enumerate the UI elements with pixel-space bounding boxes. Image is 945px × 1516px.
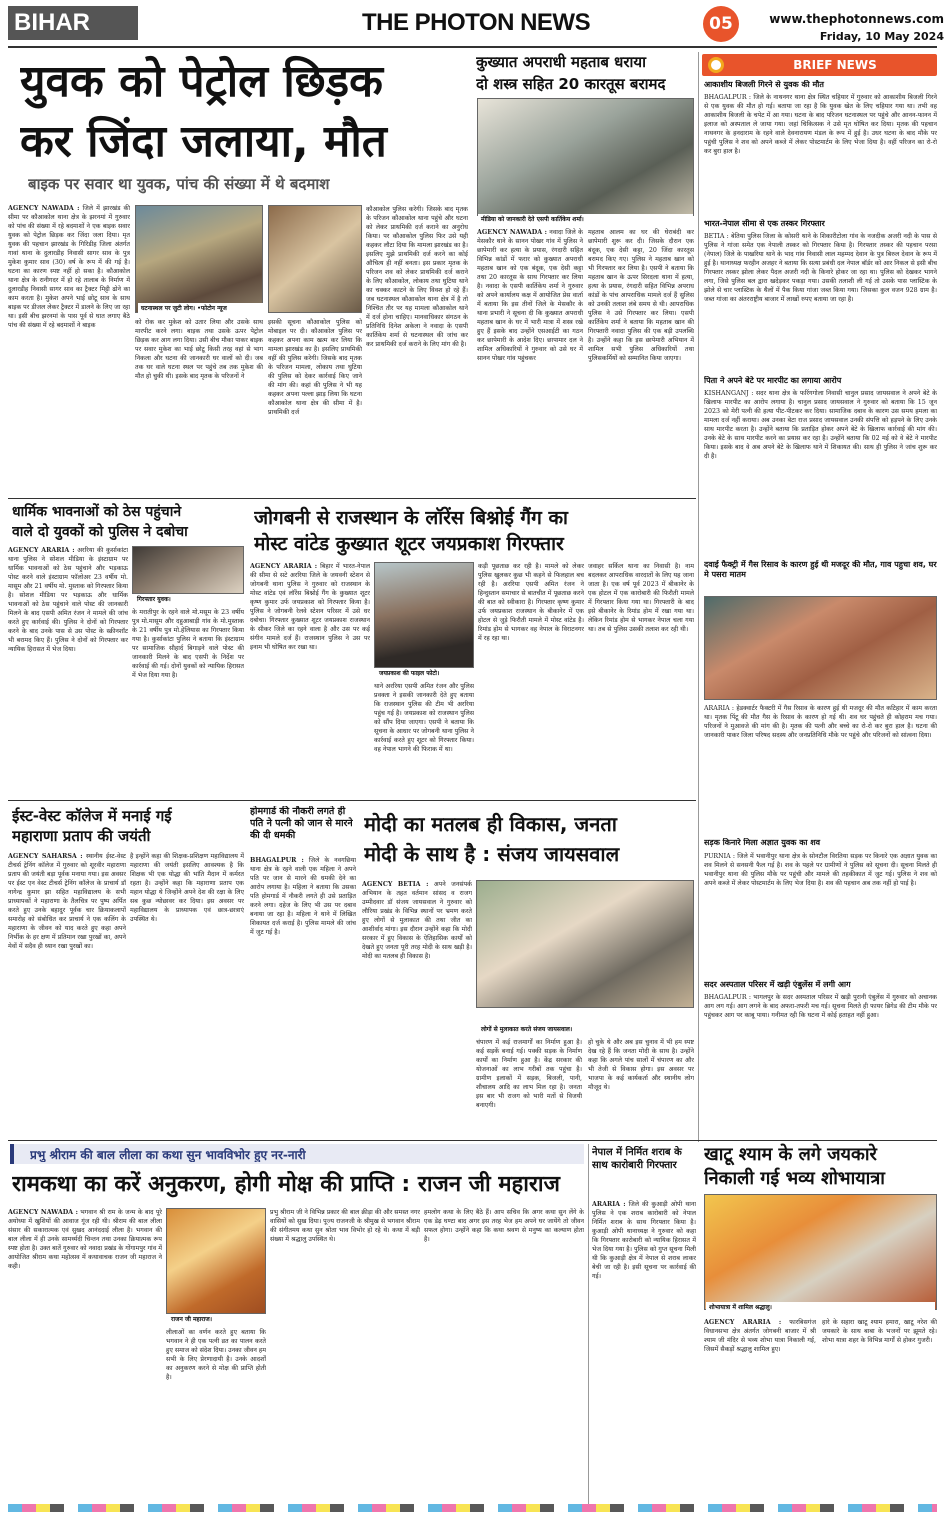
jogbani-photo: [374, 562, 474, 668]
divider-3: [8, 1140, 937, 1141]
nepal-body: जिले की कुआड़ी ओपी थाना पुलिस ने एक शराब कारोबारी को नेपाल निर्मित शराब के साथ गिरफ्तार किया है। कुआड़ी ओपी थानाध्यक्ष ने गुरुवार को कहा कि गिरफ्तार कारोबारी को न्यायिक हिरासत में भेज दिया गया है। पुलिस को गुप्त सूचना मिली थी कि कुआड़ी क्षेत्र में नेपाल से शराब लाकर बेची जा रही है। इसी सूचना पर कार्रवाई की गई।: [592, 1201, 696, 1280]
religious-col-2: के मरातीपुर के रहने वाले मो.मसूम के 23 वर्षीय पुत्र मो.मासूम और दहुआबाड़ी गांव के मो.मुस्ताक के 21 वर्षीय पुत्र मो.हेलियास का गिरफ्तार किया गया है। कुर्साकांटा पुलिस ने बताया कि इंस्टाग्राम पर सामाजिक सौहार्द बिगाड़ने वाले पोस्ट की जानकारी मिलने के बाद एसपी के निर्देश पर कार्रवाई की गई। दोनों युवकों को न्यायिक हिरासत में भेज दिया गया है।: [132, 609, 244, 679]
mahtab-col-2: महताब आलम का घर की घेराबंदी कर छापेमारी शुरू कर दी। जिसके दौरान एक बंदूक, एक देसी कट्टा, 20 जिंदा कारतूस बरामद किए गए। पुलिस ने महताब खान को भी गिरफ्तार कर लिया है। एसपी ने बताया कि महताब खान के ऊपर सिरदला थाना में हत्या, हत्या के प्रयास, रंगदारी सहित विभिन्न अपराध कांडों के पांच आपराधिक मामले दर्ज हैं सुलिस को उनकी तलाश लंबे समय से थी। आपराधिक पुलिस ने उसे गिरफ्तार कर लिया। एसपी कार्तिकेय शर्मा ने बताया कि महताब खान की गिरफ्तारी नवादा पुलिस की एक बड़ी उपलब्धि है। उन्होंने कहा कि इस छापेमारी अभियान में शामिल सभी पुलिस अधिकारियों तथा पुलिसकर्मियों को सम्मानित किया जाएगा।: [588, 229, 694, 362]
lead-photo-2: [268, 205, 362, 313]
brief-4-title: दवाई फैक्ट्री में गैस रिसाव के कारण हुई थी मजदूर की मौत, गाव पहुचा शव, घर मे पसरा मातम: [704, 560, 937, 579]
maharana-col-2: है इन्होंने कहा की शिक्षक-प्रशिक्षण महाविद्यालय में महाराणा की जयंती इसलिए आवश्यक है कि शिक्षक भी एक योद्धा की भांति मैदान में कर्मरत रहता है। उन्होंने कहा कि महाराणा प्रताप एक महान योद्धा थे जिन्होंने अपने देश की रक्षा के लिए सब कुछ न्योछावर कर दिया। इस अवसर पर महाविद्यालय के प्राध्यापक एवं छात्र-छात्राएं उपस्थित थे।: [130, 853, 244, 923]
religious-photo: [132, 546, 244, 594]
nepal-divider: [588, 1144, 589, 1504]
brief-6-title: सदर अस्पताल परिसर में खड़ी एंबुलेंस में लगी आग: [704, 980, 851, 989]
ramkatha-kicker: प्रभु श्रीराम की बाल लीला का कथा सुन भावविभोर हुए नर-नारी: [30, 1148, 306, 1162]
lead-headline-2: कर जिंदा जलाया, मौत: [20, 116, 387, 167]
jogbani-headline-1: जोगबनी से राजस्थान के लॉरेंस बिश्नोई गैंग का: [254, 507, 568, 529]
ramkatha-col-1: [8, 1208, 162, 1500]
homeguard-body: जिले के नवगछिया थाना क्षेत्र के रहने वाली एक महिला ने अपने पति पर जान से मारने की धमकी देने का आरोप लगाया है। महिला ने बताया कि उसका पति होमगार्ड में नौकरी लगते ही उसे प्रताड़ित करने लगा। दहेज के लिए भी उस पर दबाव बनाया जा रहा है। महिला ने थाने में लिखित शिकायत दर्ज कराई है। पुलिस मामले की जांच में जुट गई है।: [250, 857, 356, 936]
jogbani-body-1: बिहार में भारत-नेपाल की सीमा से सटे अररिया जिले के जयवनी स्टेशन से जोगबनी थाना पुलिस ने गुरुवार को राजस्थान के मोस्ट वांटेड एवं लॉरेंस बिश्नोई गैंग के कुख्यात शूटर कृष्ण कुमार उर्फ जयप्रकाश को गिरफ्तार किया है। पुलिस ने जोगबनी रेलवे स्टेशन परिसर में उसे धर दबोचा। गिरफ्तार कुख्यात शूटर जयप्रकाश राजस्थान के सीकर जिले का रहने वाला है और उस पर कई संगीन मामले दर्ज हैं। राजस्थान पुलिस ने उस पर इनाम भी घोषित कर रखा था।: [250, 563, 370, 651]
brief-4-body: ARARIA : हेडक्वार्टर फैक्टरी में गैस रिसाव के कारण हुई थी मजदूर की मौत कटिहार में काम करता था। मृतक पिंटू की मौत गैस के रिसाव के कारण हो गई थी। शव घर पहुंचते ही कोहराम मच गया। परिजनों ने मुआवजे की मांग की है। मृतक की पत्नी और बच्चे का रो-रो कर बुरा हाल है। घटना की जानकारी पाकर जिला परिषद सदस्य और जनप्रतिनिधि मौके पर पहुंचे और परिजनों को सांत्वना दिया।: [704, 705, 937, 739]
brief-4-photo: [704, 596, 937, 700]
religious-agency: AGENCY ARARIA :: [8, 547, 75, 554]
brief-5-body: PURNIA : जिले में भवानीपुर थाना क्षेत्र के सोनटौल विरतिया सड़क पर किनारे एक अज्ञात युवक का शव मिलने से सनसनी फैल गई है। शव के पहले पर ग्रामीणों ने पुलिस को सूचना दी। सूचना मिलते ही भवानीपुर थाना की पुलिस मौके पर पहुंची और मामले की तहकीकात में जुट गई। पुलिस ने शव को अपने कब्जे में लेकर पोस्टमार्टम के लिए भेज दिया है। शव की पहचान अब तक नहीं हो पाई है।: [704, 853, 937, 887]
nepal-col: [592, 1200, 696, 1500]
mahtab-photo: [477, 98, 694, 216]
divider-1: [8, 498, 696, 499]
mahtab-body-1: नवादा जिले के मेसकौर थाने के सानन पोखर गांव में पुलिस ने छापेमारी कर हत्या के प्रयास, रंगदारी सहित विभिन्न कांडों में फरार को कुख्यात अपराधी महताब खान को एक बंदूक, एक देसी कट्टा तथा 20 कारतूस के साथ गिरफ्तार कर लिया है। नवादा के एसपी कार्तिकेय शर्मा ने गुरुवार को अपने कार्यालय कक्ष में आयोजित प्रेस वार्ता में बताया कि इस तीनों जिले के मेसकौर के थाना प्रभारी ने सूचना दी कि कुख्यात अपराधी महताब खान के घर में भारी मात्रा में शस्त्र रखे हुए हैं इसके बाद उन्होंने एसआईटी का गठन कर छापेमारी के आदेश दिए। छापामार दल ने शामिल अधिकारियों ने गुरुवार को उसे घर में सानन पोखर गांव पहुंचकर: [477, 229, 583, 362]
maharana-agency: AGENCY SAHARSA :: [8, 853, 83, 860]
brief-2-title: भारत-नेपाल सीमा से एक तस्कर गिरफ्तार: [704, 219, 825, 228]
brief-6-body: BHAGALPUR : भागलपुर के सदर अस्पताल परिसर में खड़ी पुरानी एंबुलेंस में गुरुवार को अचानक आग लग गई। आग लगने के बाद अफरा-तफरी मच गई। सूचना मिलते ही फायर ब्रिगेड की टीम मौके पर पहुंचकर आग पर काबू पाया। गनीमत रही कि घटना में कोई हताहत नहीं हुआ।: [704, 994, 937, 1019]
ramkatha-col-3: प्रभु श्रीराम जी ने विभिन्न प्रकार की बाल क्रीड़ा की और समस्त नगर वासियों को सुख दिया। पूज्य राजनजी के श्रीमुख से भगवान श्रीराम की संगीतमय कथा सुन श्रोता भाव विभोर हो रहे थे। कथा में बड़ी संख्या में श्रद्धालु उपस्थित थे।: [270, 1209, 420, 1243]
brief-3-title: पिता ने अपने बेटे पर मारपीट का लगाया आरोप: [704, 376, 842, 385]
brief-logo-icon: [708, 57, 724, 73]
modi-photo: [476, 880, 694, 1008]
religious-photo-caption: गिरफ्तार युवक।: [134, 594, 242, 605]
issue-date: Friday, 10 May 2024: [819, 30, 944, 43]
modi-headline-2: मोदी के साथ है : संजय जायसवाल: [364, 842, 620, 866]
maharana-headline-1: ईस्ट-वेस्ट कॉलेज में मनाई गई: [12, 807, 172, 825]
religious-headline-1: धार्मिक भावनाओं को ठेस पहुंचाने: [12, 504, 182, 520]
mahtab-headline-1: कुख्यात अपराधी महताब धराया: [476, 53, 646, 71]
ramkatha-body-1: भगवान श्री राम के जन्म के बाद पूरे अयोध्या में खुशियों की आवाज गूंज रही थी। श्रीराम की बाल लीला संसार की सकारात्मक एवं सुखद आनंददाई लीला है। भगवान की बाल लीला में ही उनके सामर्थ्यदी चिन्तन तथा उनका क्रियात्मक रूप स्पष्ट होता है। उक्त बातें गुरुवार को नवादा प्रखंड के गोंगामपुर गांव में आयोजित श्रीराम कथा महोत्सव में कथावाचक राजन जी महाराज ने कही।: [8, 1209, 162, 1270]
masthead: THE PHOTON NEWS: [362, 9, 591, 36]
jogbani-col-2: थाने अररिया एसपी अमित रंजन और पुलिस प्रवक्ता ने इसकी जानकारी देते हुए बताया कि राजस्थान पुलिस की टीम भी अररिया पहुंच गई है। जयप्रकाश को राजस्थान पुलिस को सौंप दिया जाएगा। एसपी ने बताया कि सूचना के आधार पर जोगबनी थाना पुलिस ने कार्रवाई करते हुए शूटर को गिरफ्तार किया। वह नेपाल भागने की फिराक में था।: [374, 683, 474, 753]
homeguard-headline: होमगार्ड की नौकरी लगते ही पति ने पत्नी को जान से मारने की दी धमकी: [250, 806, 353, 841]
religious-col-1: [8, 546, 128, 796]
brief-1-title: आकाशीय बिजली गिरने से युवक की मौत: [704, 80, 824, 89]
modi-agency: AGENCY BETIA :: [362, 881, 429, 888]
ramkatha-headline: रामकथा का करें अनुकरण, होगी मोक्ष की प्राप्ति : राजन जी महाराज: [12, 1172, 560, 1197]
maharana-col-1: [8, 852, 126, 1134]
khatu-photo: [704, 1194, 937, 1310]
lead-agency: AGENCY NAWADA :: [8, 205, 80, 212]
khatu-headline-2: निकाली गई भव्य शोभायात्रा: [704, 1168, 885, 1189]
jogbani-agency: AGENCY ARARIA :: [250, 563, 318, 570]
modi-col-1: [362, 880, 472, 1134]
jogbani-photo-caption: जयप्रकाश की फाइल फोटो।: [376, 668, 472, 679]
lead-col-4: कौआकोल पुलिस करेगी। जिसके बाद मृतक के परिजन कौआकोल थाना पहुंचे और घटना को लेकर प्राथमिकी दर्ज कराने का अनुरोध किया। पर कौआकोल पुलिस फिर उसे यही कहकर लौटा दिया कि मामला झारखंड का है। इसलिए मुझे प्राथमिकी दर्ज करने का कोई औचित्य ही नहीं बनता। इस प्रकार मृतक के परिजन शव को लेकर प्राथमिकी दर्ज कराने के लिए कौआकोल, लोकाय तथा घुटिया थाने का चक्कर काटने के लिए विवश हो रहे हैं। जब घटनास्थल कौआकोल थाना क्षेत्र में है तो निश्चित तौर पर यह मामला कौआकोल थाने में दर्ज होना चाहिए। मानवाधिकार संगठन के प्रतिनिधि दिनेश अकेला ने नवादा के एसपी कार्तिकेय शर्मा से घटनास्थल की जांच कर कर प्राथमिकी दर्ज कराने के लिए मांग की है।: [366, 206, 468, 348]
lead-photo-caption: घटनास्थल पर जुटी लोग। •फोटोन न्यूज: [138, 303, 263, 314]
modi-body-1: अपने जनसंपर्क अभियान के तहत वर्तमान सांसद व राजग उम्मीदवार डॉ संजय जायसवाल ने गुरुवार को लौरिया प्रखंड के विभिन्न स्थानों पर भ्रमण करते हुए लोगों से मुलाकात की तथा जीत का आशीर्वाद मांगा। इस दौरान उन्होंने कहा कि मोदी सरकार में हुए विकास के ऐतिहासिक कार्यों को देखते हुए जनता पूरी तरह मोदी के साथ खड़ी है। मोदी का मतलब ही विकास है।: [362, 881, 472, 960]
khatu-col-1: [704, 1318, 816, 1500]
nepal-headline: नेपाल में निर्मित शराब के साथ कारोबारी गिरफ्तार: [592, 1147, 682, 1171]
mahtab-agency: AGENCY NAWADA :: [477, 229, 547, 236]
lead-body-1: जिले में झारखंड की सीमा पर कौआकोल थाना क्षेत्र के झरनमां में गुरुवार को पांच की संख्या में रहे बदमाशों ने एक बाइक सवार युवक को पेट्रोल छिड़क कर जिंदा जला दिया। मृत युवक की पहचान झारखंड के गिरिडीह जिला अंतर्गत गावां थाना के दुलारडीह निवासी सागर साव के पुत्र मुकेश कुमार साव (30) वर्ष के रूप में की गई है। घटना का कारण स्पष्ट नहीं हो सका है। कौआकोल थाना क्षेत्र के रानीगदर में हो रहे तालाब के निर्माण में दुलारडीह निवासी सागर साव का ट्रैक्टर मिट्टी ढोने का काम करता है। मुकेश अपने भाई छोटू साव के साथ बाइक पर डीजल लेकर ट्रैक्टर में डालने के लिए जा रहा था। इसी बीच झरनमां के पास पूर्व से घात लगाए बैठे पांच की संख्या में रहे बदमाशों ने बाइक: [8, 205, 130, 329]
brief-1-body: BHAGALPUR : जिले के नाथनगर थाना क्षेत्र स्थित चहियार में गुरुवार को आकाशीय बिजली गिरने से एक युवक की मौत हो गई। बताया जा रहा है कि युवक खेत के लिए चहियार गया था। तभी वह आकाशीय बिजली के चपेट में आ गया। घटना के बाद परिजन घटनास्थल पर पहुंचे और आनन-फानन में इलाज को अस्पताल ले जाया गया। जहां चिकित्सक ने उसे मृत घोषित कर दिया। मृतक की पहचान नाथनगर के हनदाराम के रहने वाले देवनारायण मंडल के रूप में हुई है। उधर घटना के बाद मौके पर पहुंची पुलिस ने शव को अपने कब्जे में लेकर पोस्टमार्टम के लिए भेजा दिया है। वहीं परिजन का रो-रो कर बुरा हाल है।: [704, 94, 937, 155]
khatu-agency: AGENCY ARARIA :: [704, 1319, 782, 1326]
modi-headline-1: मोदी का मतलब ही विकास, जनता: [364, 812, 617, 836]
jogbani-col-3: कड़ी पूछताछ कर रही है। मामले को लेकर पुलिस खुलकर कुछ भी कहने से फिलहाल बच रही है। अररिया एसपी अमित रंजन ने हिन्दुस्तान समाचार से बातचीत में पूछताछ करने की बात को स्वीकारा है। गिरफ्तार कृष्ण कुमार उर्फ जयप्रकाश राजस्थान के बीकानेर में एक होटल से जुड़े फिरौती मामले में मोस्ट वांटेड है। रिमांड होम से भागकर वह नेपाल के विराटनगर में रह रहा था।: [478, 563, 584, 642]
maharana-headline-2: महाराणा प्रताप की जयंती: [12, 827, 151, 845]
homeguard-agency: BHAGALPUR :: [250, 857, 304, 864]
mahtab-photo-caption: मीडिया को जानकारी देते एसपी कार्तिकेय शर्मा।: [478, 214, 693, 225]
khatu-col-2: हारे के सहारा खाटू श्याम हमारा, खाटू नरेश की जयकारे के साथ बाबा के भजनों पर झूमते रहे। शोभा यात्रा शहर के विभिन्न मार्गों से होकर गुजरी।: [822, 1319, 937, 1344]
section-label: BIHAR: [14, 9, 90, 36]
brief-label: BRIEF NEWS: [793, 58, 877, 72]
header-rule: [8, 46, 937, 48]
brief-2-body: BETIA : बेतिया पुलिस जिला के कोसरी थाने के शिकारीटोला गांव के नजदीक अजरी नदी के पास से पुलिस ने गांजा समेत एक नेपाली तस्कर को गिरफ्तार किया है। गिरफ्तार तस्कर की पहचान परसा (नेपाल) जिले के पाखरिया थाने के भाद गांव निवासी लाल महम्मद देवान के पुत्र बिरुल देवान के रूप में हुई है। थानाध्यक्ष फरहीन अजहर ने बताया कि सत्या प्रबंधी दल नेपाल बॉर्डर को आर निकल से इसी बीच गिरफ्तार तस्कर झोला लेकर पैदल अजरी नदी के किनारे होकर जा रहा था। पुलिस को देखकर भागने लगा, जिसे पुलिस बल द्वारा खदेड़कर पकड़ा गया। उसकी तलाशी ली गई तो उसके पास प्लास्टिक के झोले से चार प्लास्टिक के थैलों में पैक किया गांजा जब्त किया गया। जिसका कुल वजन 928 ग्राम है। जब्त गांजा का अंतरराष्ट्रीय बाजार में लाखों रुपए बताया जा रहा है।: [704, 233, 937, 303]
jogbani-col-1: [250, 562, 370, 796]
brief-3-body: KISHANGANJ : सदर थाना क्षेत्र के फरिंगगोला निवासी चानुल प्रसाद जायसवाल ने अपने बेटे के खिलाफ मारपीट का आरोप लगाया है। चानुल प्रसाद जायसवाल ने गुरुवार को बताया कि 15 जून 2023 को मेरी पत्नी की हत्या पीट-पीटकर कर दिया। सामाजिक दबाव के कारण उस समय हमला का मामला दर्ज नहीं कराया। अब उनका बेटा राज प्रसाद जायसवाल उनकी संपत्ति को हड़पने के लिए उनके साथ मारपीट करता है। उन्होंने बताया कि प्रताड़ित होकर अपने बेटे के खिलाफ कार्रवाई की मांग की। उनके बेटे के साथ मारपीट करने का प्रयास कर रहा है। उन्होंने बताया कि 02 मई को वे बेटे ने मारपीट किया। इसके बाद वे अब अपने बेटे के खिलाफ थाने में शिकायत की। साथ ही पुलिस ने जांच शुरू कर दी है।: [704, 390, 937, 460]
mahtab-headline-2: दो शस्त्र सहित 20 कारतूस बरामद: [476, 75, 666, 93]
ramkatha-photo: [166, 1208, 266, 1314]
website: www.thephotonnews.com: [769, 12, 944, 26]
lead-headline-1: युवक को पेट्रोल छिड़क: [20, 56, 383, 107]
lead-col-3: इसकी सूचना कौआकोल पुलिस को मोबाइल पर दी। कौआकोल पुलिस पर कहकर अपना काम खत्म कर लिया कि मामला झारखंड का है। इसलिए प्राथमिकी वहीं की पुलिस करेगी। जिसके बाद मृतक के परिजन मामला, लोकाय तथा घुटिया की पुलिस को देकर कार्रवाई किए जाने की मांग की। कहां की पुलिस ने भी यह कहकर अपना पल्ला झाड़ लिया कि घटना कौआकोल थाना क्षेत्र की सीमा में है। प्राथमिकी दर्ज: [268, 319, 362, 416]
ramkatha-col-2: लीलाओं का वर्णन करते हुए बताया कि भगवान ने ही एक पत्नी व्रत का पालन करते हुए समाज को संदेश दिया। उनका जीवन हम सभी के लिए प्रेरणादायी है। उनके आदर्शों का अनुकरण करने से मोक्ष की प्राप्ति होती है।: [166, 1329, 266, 1381]
brief-5-title: सड़क किनारे मिला अज्ञात युवक का शव: [704, 838, 821, 847]
modi-col-3: हो चुके थे और अब इस चुनाव में भी हम स्पष्ट देख रहे हैं कि जनता मोदी के साथ है। उन्होंने कहा कि अगले पांच सालों में चंपारण का और भी तेजी से विकास होगा। इस अवसर पर भाजपा के कई कार्यकर्ता और स्थानीय लोग मौजूद थे।: [588, 1039, 694, 1091]
religious-headline-2: वाले दो युवकों को पुलिस ने दबोचा: [12, 524, 188, 540]
mahtab-col-1: [477, 228, 583, 494]
ramkatha-col-4: हमलोग कथा के लिए बैठे हैं। आप सचिव कि अगर कथा सुन लेंगे के एक डेढ़ घण्टा बाद अगर इस तरह भेज हम अपने घर जायेंगे तो जीवन सफल होगा। उन्होंने कहा कि कथा श्रवण से मनुष्य का कल्याण होता है।: [424, 1209, 584, 1243]
column-divider: [698, 52, 699, 1142]
khatu-headline-1: खाटू श्याम के लगे जयकारे: [704, 1144, 877, 1165]
lead-subheadline: बाइक पर सवार था युवक, पांच की संख्या में थे बदमाश: [28, 175, 330, 193]
nepal-agency: ARARIA :: [592, 1201, 626, 1208]
lead-photo: [135, 205, 263, 313]
religious-body: अररिया की कुर्साकांटा थाना पुलिस ने सोशल मीडिया के इंस्टाग्राम पर धार्मिक भावनाओं को ठेस पहुंचाने और भड़काऊ पोस्ट करने वाले इंस्टाग्राम फॉलोअर 23 वर्षीय मो. मासूम और 21 वर्षीय मो. मुस्ताक को गिरफ्तार किया है। सोशल मीडिया पर भड़काऊ और धार्मिक भावनाओं को ठेस पहुंचाने वाले पोस्ट की जानकारी मिलने के बाद एसपी अमित रंजन ने मामले की जांच करते हुए कार्रवाई की। पुलिस ने दोनों को गिरफ्तार करने के बाद उनके पास से उस पोस्ट के स्क्रीनशॉट भी बरामद किए हैं। पुलिस ने दोनों को गिरफ्तार कर न्यायिक हिरासत में भेज दिया।: [8, 547, 128, 653]
ramkatha-agency: AGENCY NAWADA :: [8, 1209, 78, 1216]
jogbani-col-4: जवाहर सर्किल थाना का निवासी है। नाम बदलकर आपराधिक वारदातों के लिए यह जाना जाता है। एक वर्ष पूर्व 2023 में बीकानेर के एक होटल में एक कारोबारी की फिरौती मामले में गिरफ्तार किया गया था। गिरफ्तारी के बाद इसे बीकानेर के रिमांड होम में रखा गया था। लेकिन रिमांड होम से भागकर नेपाल चला गया था। तब से पुलिस उसकी तलाश कर रही थी।: [588, 563, 694, 633]
jogbani-headline-2: मोस्ट वांटेड कुख्यात शूटर जयप्रकाश गिरफ्तार: [254, 533, 564, 555]
modi-col-2: चंपारण में कई राजमार्गों का निर्माण हुआ है। कई सड़कें बनाई गई। पक्की सड़क के निर्माण कार्यों का निर्माण हुआ है। केंद्र सरकार की योजनाओं का लाभ गरीबों तक पहुंचा है। ग्रामीण इलाकों में सड़क, बिजली, पानी, शौचालय आदि का लाभ मिल रहा है। जनता इस बार भी राजग को भारी मतों से विजयी बनाएगी।: [476, 1039, 582, 1109]
page-number: 05: [703, 6, 739, 42]
maharana-body-1: स्थानीय ईस्ट-वेस्ट टीचर्स ट्रेनिंग कॉलेज में गुरुवार को शूरवीर महाराणा प्रताप की जयंती बड़ा पूर्वक मनाया गया। इस अवसर पर ईस्ट एन वेस्ट टीचर्स ट्रेनिंग कॉलेज के प्राचार्य डॉ नागेन्द्र कुमार झा सहित महाविद्यालय के सभी प्राध्यापकों ने महाराणा के तैलचित्र पर पुष्प अर्पित करते हुए उनके बहादुर पूर्वक चार क्रियाकलापों समारोह को संबोधित कर प्राचार्य ने एक कलिंग के महाराणा के जीवन को याद करते हुए कहा अपने निर्भीक के हर क्षण में प्रतिमान रखा पुरखों का, अपने मेवों में सदैव ही ध्यान रखा पुरखों का।: [8, 853, 126, 950]
khatu-body-1: फारबिसगंज विधानसभा क्षेत्र अंतर्गत जोगबनी बाजार में श्री श्याम जी मंदिर से भव्य शोभा यात्रा निकाली गई, जिसमें सैकड़ों श्रद्धालु शामिल हुए।: [704, 1319, 816, 1353]
lead-col-2: को रोक कर मुकेश को उतार लिया और उसके साथ मारपीट करने लगा। बाइक तथा उसके ऊपर पेट्रोल छिड़क कर आग लगा दिया। उसी बीच मौका पाकर बाइक पर सवार मुकेश का भाई छोटू किसी तरह वहां से भाग निकला और घटना की जानकारी घर वालों को दी। जब तक घर वाले घटना स्थल पर पहुंचे तब तक मुकेश की मौत हो चुकी थी। इसके बाद मृतक के परिजनों ने: [135, 319, 263, 380]
divider-2: [8, 800, 696, 801]
khatu-photo-caption: शोभायात्रा में शामिल श्रद्धालु।: [706, 1302, 935, 1313]
lead-col-1: [8, 204, 130, 494]
modi-photo-caption: लोगों से मुलाकात करते संजय जायसवाल।: [478, 1024, 692, 1035]
color-registration-bar: [8, 1504, 937, 1512]
ramkatha-photo-caption: राजन जी महाराज।: [168, 1314, 264, 1325]
